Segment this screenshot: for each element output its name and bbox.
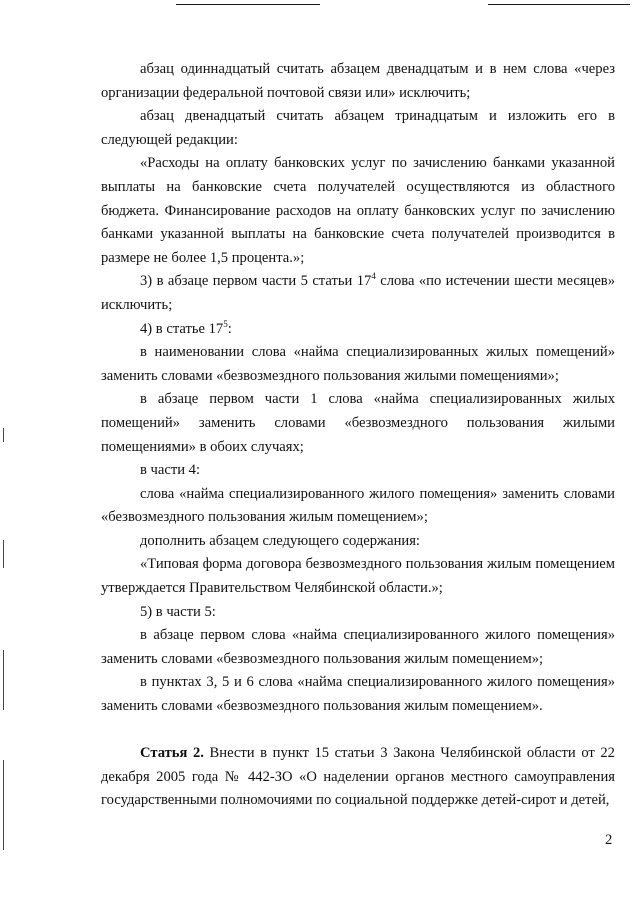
article-paragraph — [101, 742, 615, 813]
paragraph: 5) в части 5: — [140, 603, 216, 620]
superscript: 5 — [223, 318, 228, 329]
paragraph: в пунктах 3, 5 и 6 слова «найма специализированного жилого помещения» заменить словами «безвозмездного пользования жилым помещением». — [101, 674, 615, 715]
paragraph-text: 3) в абзаце первом части 5 статьи 17 — [140, 273, 372, 290]
scan-edge-mark — [3, 760, 4, 850]
paragraph — [101, 270, 615, 317]
paragraph: в наименовании слова «найма специализированных жилых помещений» заменить словами «безвозмездного пользования жилыми помещениями»; — [101, 344, 615, 384]
scan-edge-mark — [3, 650, 4, 710]
header-rule-right — [488, 4, 630, 5]
paragraph: в абзаце первом слова «найма специализированного жилого помещения» заменить словами «безвозмездного пользования жилым помещением»; — [101, 627, 615, 667]
paragraph: «Типовая форма договора безвозмездного пользования жилым помещением утверждается Правительством Челябинской области.»; — [101, 556, 615, 597]
paragraph: абзац одиннадцатый считать абзацем двенадцатым и в нем слова «через организации федеральной почтовой связи или» исключить; — [101, 61, 615, 101]
section-gap — [101, 719, 615, 743]
paragraph-text: 4) в статье 17 — [140, 320, 224, 337]
article-text: Внести в пункт 15 статьи 3 Закона Челябинской области от 22 декабря 2005 года № 442-ЗО «О наделении органов местного самоуправления государственными полномочиями по социальной поддержке детей-сирот и детей, — [101, 745, 615, 809]
paragraph — [101, 318, 615, 342]
page-number: 2 — [605, 832, 613, 848]
article-heading: Статья 2. — [140, 745, 204, 762]
paragraph-text: : — [227, 320, 232, 337]
scan-edge-mark — [3, 428, 4, 442]
document-body — [101, 58, 615, 813]
paragraph: дополнить абзацем следующего содержания: — [140, 532, 420, 549]
paragraph: абзац двенадцатый считать абзацем тринадцатым и изложить его в следующей редакции: — [101, 108, 615, 148]
scan-edge-mark — [3, 540, 4, 568]
paragraph: слова «найма специализированного жилого помещения» заменить словами «безвозмездного пользования жилым помещением»; — [101, 485, 615, 526]
header-rule-left — [176, 4, 320, 5]
paragraph: в абзаце первом части 1 слова «найма специализированных жилых помещений» заменить словами «безвозмездного пользования жилыми помещениями» в обоих случаях; — [101, 391, 615, 455]
superscript: 4 — [371, 271, 376, 282]
paragraph-text: слова «по истечении шести месяцев» исключить; — [101, 273, 615, 313]
paragraph: в части 4: — [140, 462, 201, 479]
paragraph: «Расходы на оплату банковских услуг по зачислению банками указанной выплаты на банковские счета получателей осуществляются из областного бюджета. Финансирование расходов на оплату банковских услуг по зачислению банками указанной выплаты на банковские счета получателей производится в размере не более 1,5 процента.»; — [101, 155, 615, 266]
